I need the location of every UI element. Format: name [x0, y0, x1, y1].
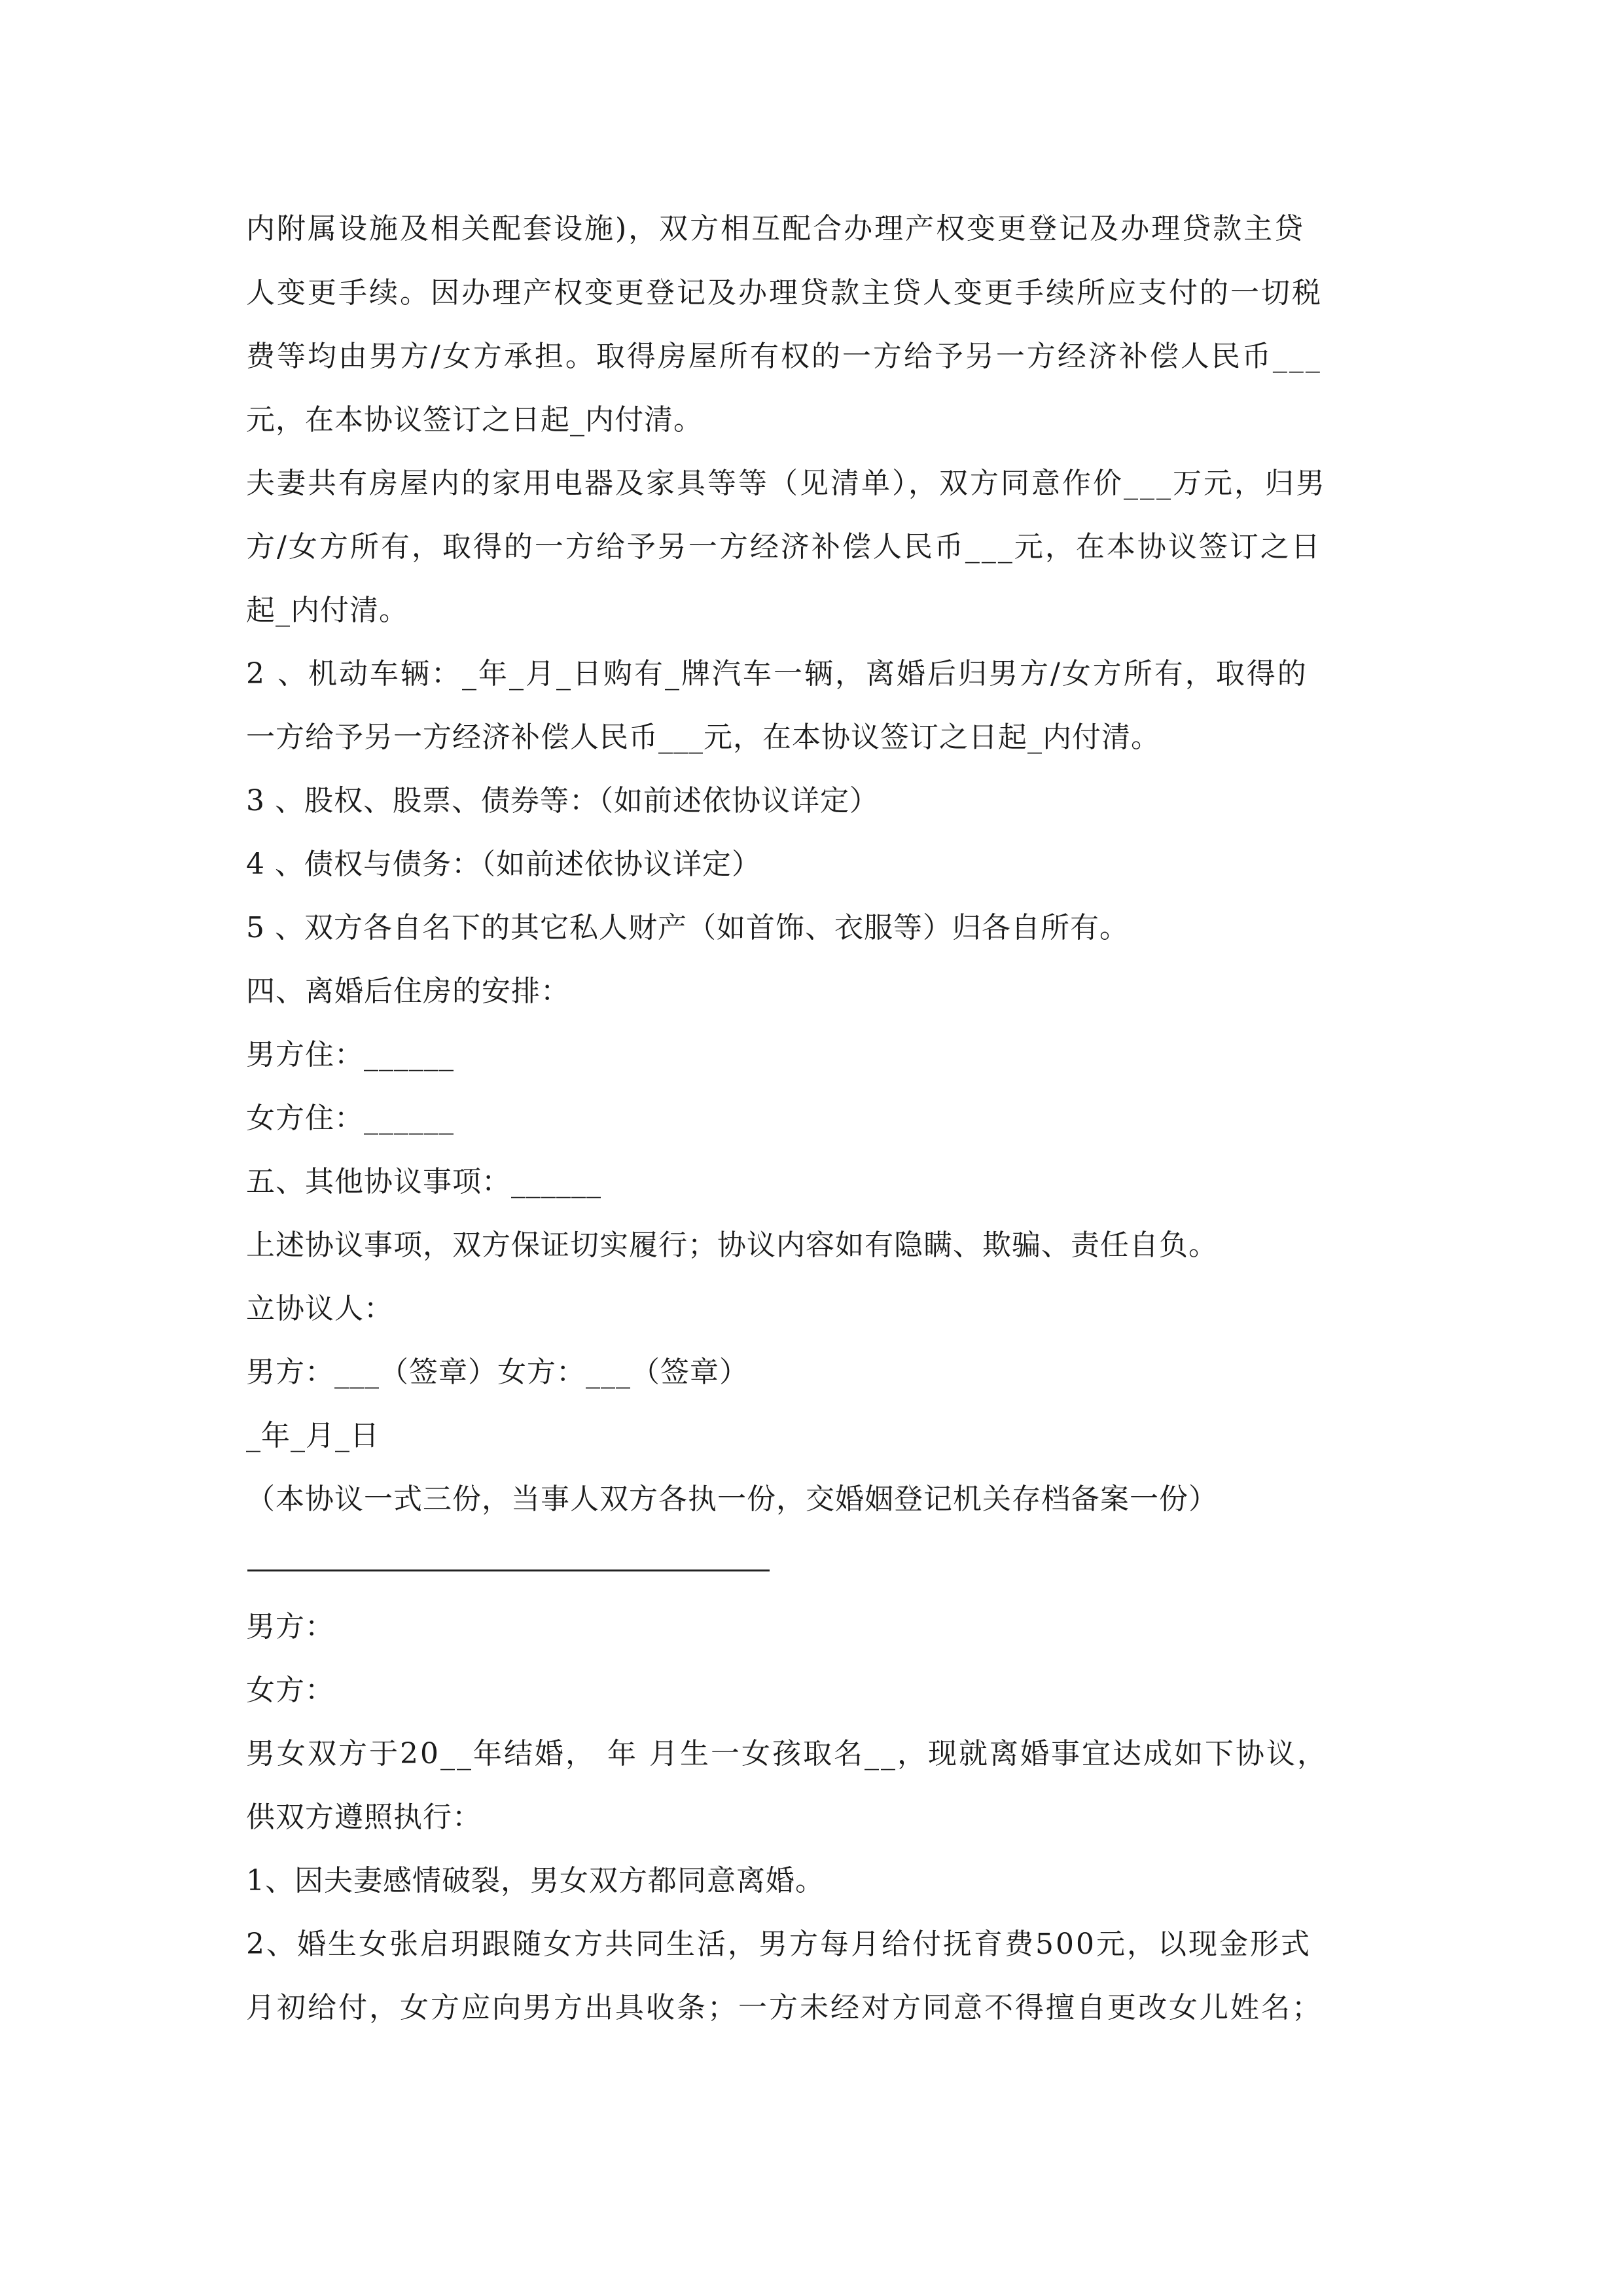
text-line: 元，在本协议签订之日起_内付清。 — [246, 403, 703, 437]
text-line: 上述协议事项，双方保证切实履行；协议内容如有隐瞒、欺骗、责任自负。 — [246, 1229, 1218, 1262]
text-line: 月初给付，女方应向男方出具收条；一方未经对方同意不得擅自更改女儿姓名； — [246, 1991, 1323, 2024]
separator-rule — [247, 1570, 770, 1571]
text-line: 人变更手续。因办理产权变更登记及办理贷款主贷人变更手续所应支付的一切税 — [246, 276, 1323, 310]
text-line: 起_内付清。 — [246, 594, 408, 627]
text-line: 费等均由男方/女方承担。取得房屋所有权的一方给予另一方经济补偿人民币___ — [246, 340, 1322, 373]
text-line: 五、其他协议事项：______ — [246, 1165, 601, 1198]
text-line: 2、婚生女张启玥跟随女方共同生活，男方每月给付抚育费500元，以现金形式 — [246, 1928, 1311, 1961]
text-line: 4 、债权与债务：（如前述依协议详定） — [246, 848, 761, 881]
text-line: 方/女方所有，取得的一方给予另一方经济补偿人民币___元，在本协议签订之日 — [246, 530, 1322, 564]
text-line: _年_月_日 — [246, 1419, 380, 1452]
text-line: 3 、股权、股票、债券等：（如前述依协议详定） — [246, 784, 879, 817]
text-line: 四、离婚后住房的安排： — [246, 975, 570, 1008]
text-line: 2 、机动车辆：_年_月_日购有_牌汽车一辆，离婚后归男方/女方所有，取得的 — [246, 657, 1308, 691]
text-line: 1、因夫妻感情破裂，男女双方都同意离婚。 — [246, 1864, 825, 1897]
text-line: 女方： — [246, 1674, 334, 1707]
text-line: （本协议一式三份，当事人双方各执一份，交婚姻登记机关存档备案一份） — [246, 1482, 1218, 1516]
text-line: 夫妻共有房屋内的家用电器及家具等等（见清单），双方同意作价___万元，归男 — [246, 467, 1327, 500]
text-line: 男方住：______ — [246, 1038, 454, 1071]
text-line: 供双方遵照执行： — [246, 1801, 482, 1834]
text-line: 5 、双方各自名下的其它私人财产（如首饰、衣服等）归各自所有。 — [246, 911, 1129, 944]
text-line: 一方给予另一方经济补偿人民币___元，在本协议签订之日起_内付清。 — [246, 721, 1160, 754]
text-line: 内附属设施及相关配套设施)，双方相互配合办理产权变更登记及办理贷款主贷 — [246, 212, 1306, 245]
text-line: 立协议人： — [246, 1292, 393, 1325]
text-line: 女方住：______ — [246, 1102, 454, 1135]
text-line: 男女双方于20__年结婚， 年 月生一女孩取名__，现就离婚事宜达成如下协议， — [246, 1737, 1328, 1770]
text-line: 男方： — [246, 1610, 334, 1643]
text-line: 男方：___（签章）女方：___（签章） — [246, 1355, 749, 1389]
